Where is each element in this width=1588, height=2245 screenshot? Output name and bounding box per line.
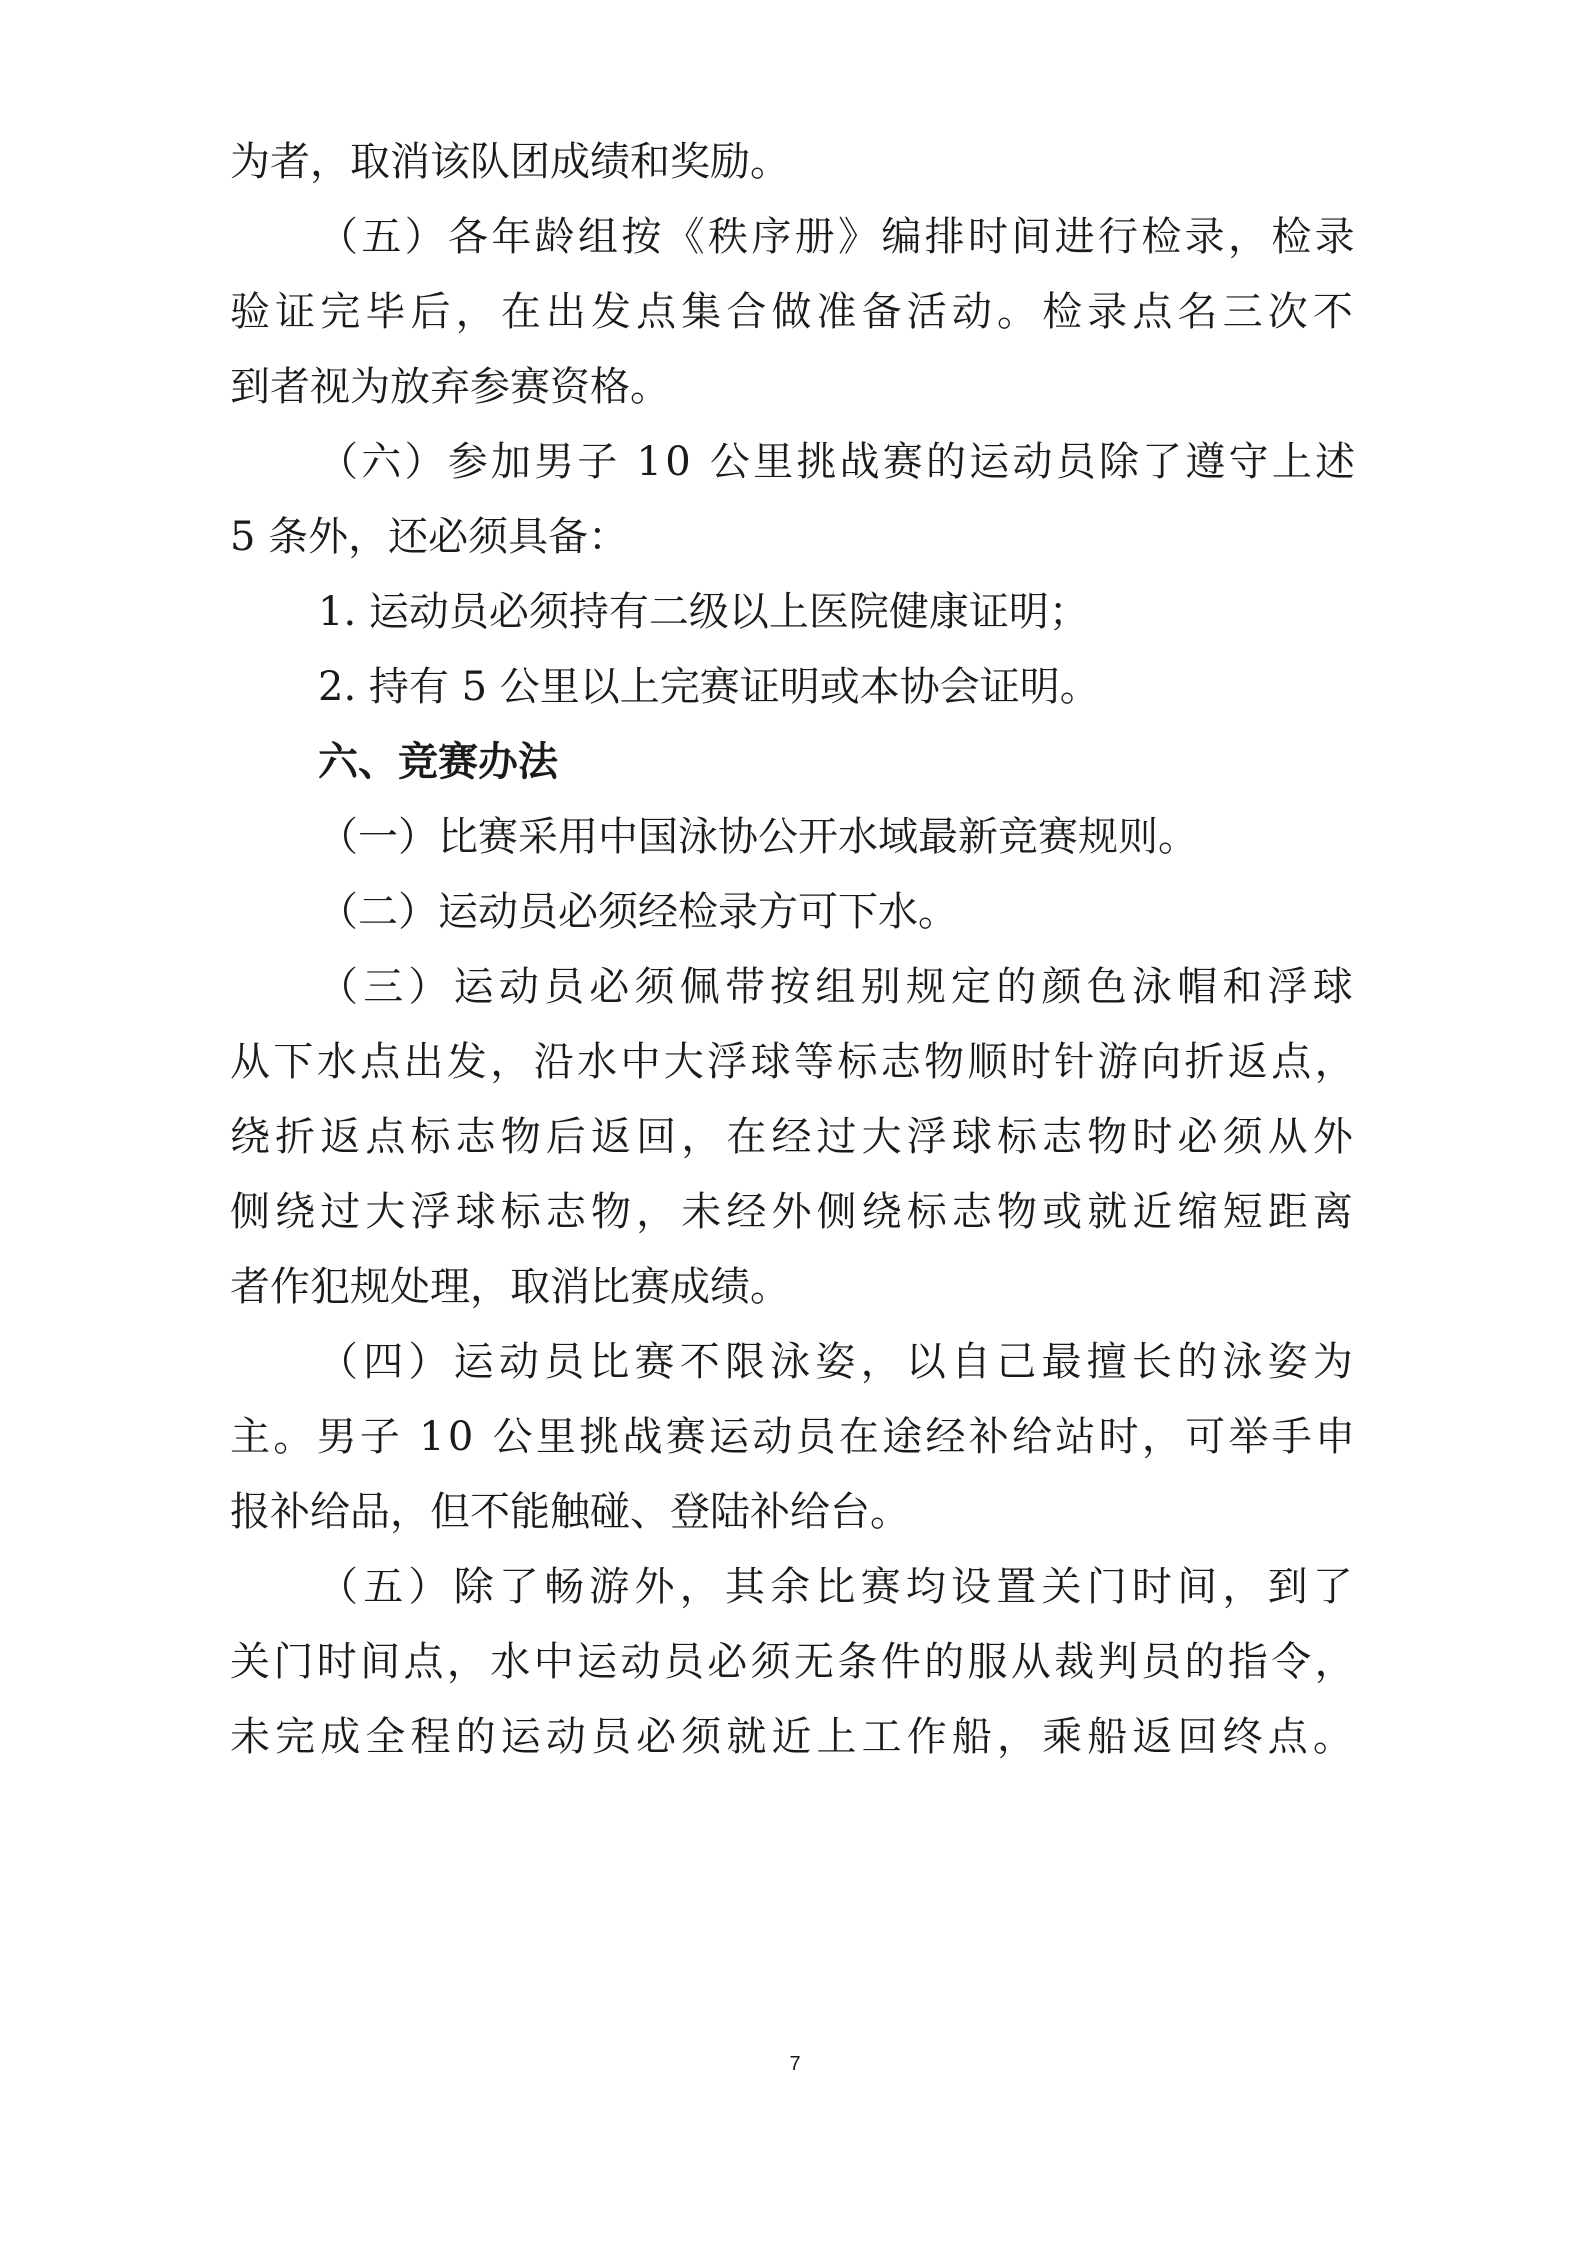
para-line: 关门时间点，水中运动员必须无条件的服从裁判员的指令， (230, 1639, 1358, 1685)
para-line: （四）运动员比赛不限泳姿，以自己最擅长的泳姿为 (318, 1339, 1358, 1385)
para-line: 从下水点出发，沿水中大浮球等标志物顺时针游向折返点， (230, 1039, 1358, 1085)
page-number: 7 (789, 2053, 801, 2075)
para-line: 主。男子 10 公里挑战赛运动员在途经补给站时，可举手申 (230, 1414, 1359, 1460)
para-line: 侧绕过大浮球标志物，未经外侧绕标志物或就近缩短距离 (230, 1189, 1358, 1235)
list-item: 2. 持有 5 公里以上完赛证明或本协会证明。 (318, 664, 1100, 710)
para-line: 5 条外，还必须具备： (230, 514, 629, 560)
para-line: 报补给品，但不能触碰、登陆补给台。 (230, 1489, 910, 1535)
para-line: （二）运动员必须经检录方可下水。 (318, 889, 958, 935)
para-line: （五）各年龄组按《秩序册》编排时间进行检录，检录 (318, 214, 1358, 260)
para-line: （三）运动员必须佩带按组别规定的颜色泳帽和浮球 (318, 964, 1358, 1010)
para-line: （六）参加男子 10 公里挑战赛的运动员除了遵守上述 (318, 439, 1359, 485)
list-item: 1. 运动员必须持有二级以上医院健康证明； (318, 589, 1089, 635)
para-line: 绕折返点标志物后返回，在经过大浮球标志物时必须从外 (230, 1114, 1358, 1160)
para-line: （一）比赛采用中国泳协公开水域最新竞赛规则。 (318, 814, 1198, 860)
section-heading: 六、竞赛办法 (318, 739, 558, 785)
para-line: 未完成全程的运动员必须就近上工作船，乘船返回终点。 (230, 1714, 1358, 1760)
para-line: 验证完毕后，在出发点集合做准备活动。检录点名三次不 (230, 289, 1358, 335)
para-line: 者作犯规处理，取消比赛成绩。 (230, 1264, 790, 1310)
para-line: 到者视为放弃参赛资格。 (230, 364, 670, 410)
para-line: （五）除了畅游外，其余比赛均设置关门时间，到了 (318, 1564, 1358, 1610)
para-line: 为者，取消该队团成绩和奖励。 (230, 139, 790, 185)
